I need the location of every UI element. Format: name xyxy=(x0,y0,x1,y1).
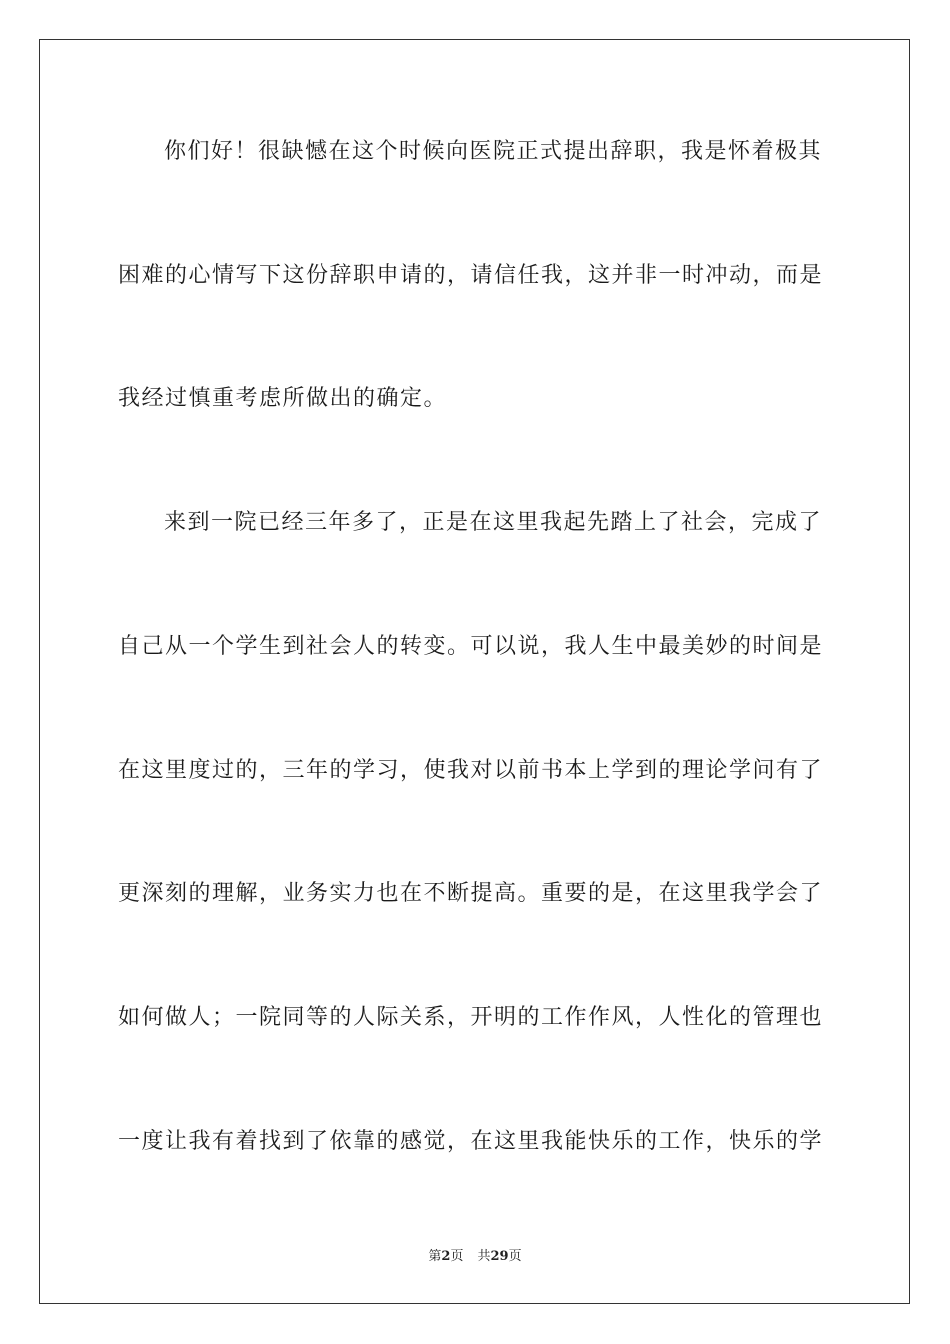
page-prefix: 第 xyxy=(428,1249,442,1264)
paragraph-2-line-5: 如何做人；一院同等的人际关系，开明的工作作风，人性化的管理也 xyxy=(118,1005,824,1030)
paragraph-1-line-2: 困难的心情写下这份辞职申请的，请信任我，这并非一时冲动，而是 xyxy=(118,263,824,288)
total-pages: 29 xyxy=(490,1249,509,1264)
paragraph-2-line-4: 更深刻的理解，业务实力也在不断提高。重要的是，在这里我学会了 xyxy=(118,881,824,906)
page-suffix: 页 xyxy=(450,1249,464,1264)
page-footer xyxy=(0,1248,950,1266)
paragraph-2-line-2: 自己从一个学生到社会人的转变。可以说，我人生中最美妙的时间是 xyxy=(118,634,824,659)
total-prefix: 共 xyxy=(477,1249,491,1264)
paragraph-1-line-3: 我经过慎重考虑所做出的确定。 xyxy=(118,386,448,411)
total-suffix: 页 xyxy=(508,1249,522,1264)
paragraph-2-line-3: 在这里度过的，三年的学习，使我对以前书本上学到的理论学问有了 xyxy=(118,758,824,783)
paragraph-2-line-6: 一度让我有着找到了依靠的感觉，在这里我能快乐的工作，快乐的学 xyxy=(118,1129,824,1154)
page-border xyxy=(39,39,910,1304)
paragraph-2-line-1: 来到一院已经三年多了，正是在这里我起先踏上了社会，完成了 xyxy=(164,510,823,535)
paragraph-1-line-1: 你们好！很缺憾在这个时候向医院正式提出辞职，我是怀着极其 xyxy=(164,139,823,164)
page-number: 2 xyxy=(441,1249,451,1264)
